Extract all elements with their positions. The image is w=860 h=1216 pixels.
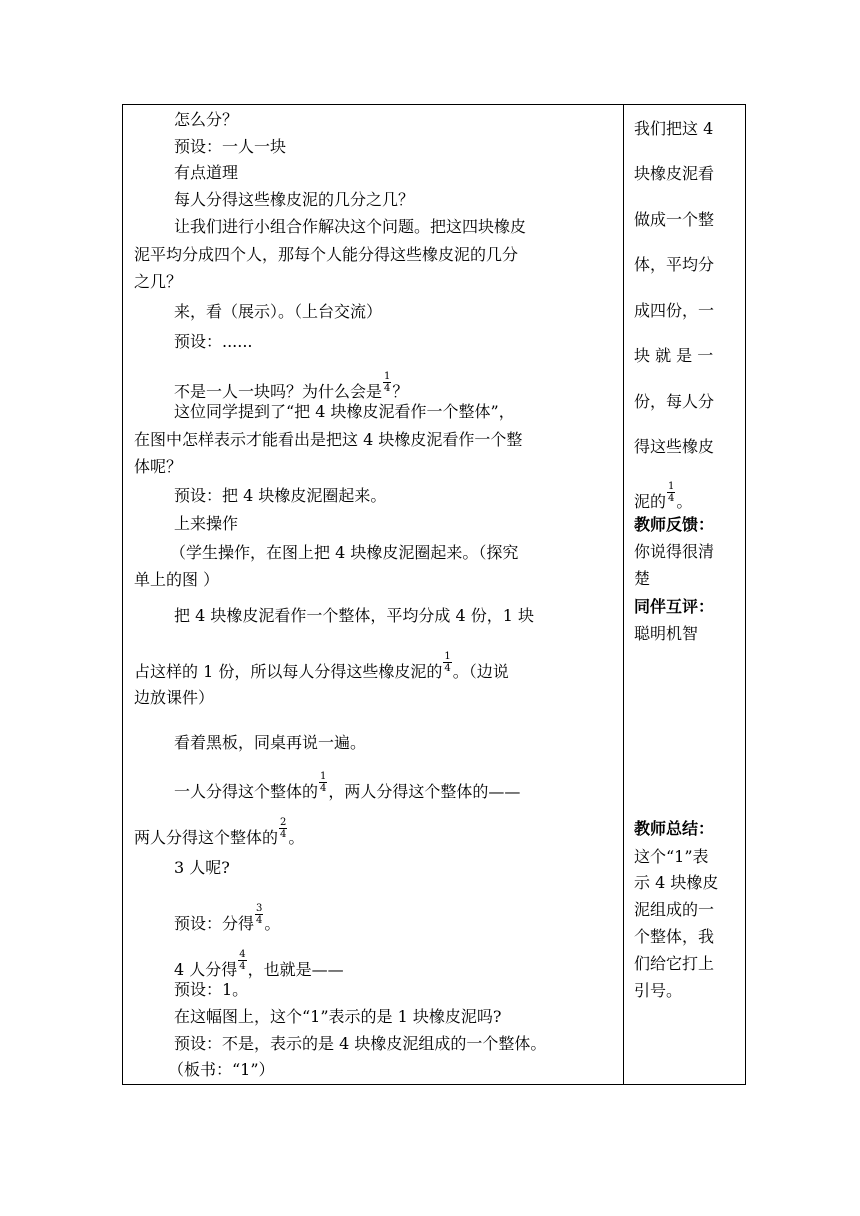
- text-line: [174, 371, 408, 403]
- text-segment: 。: [288, 828, 305, 847]
- text-segment: 4 人分得: [174, 960, 238, 979]
- text-segment: 两人分得这个整体的: [134, 828, 279, 847]
- text-line: 这位同学提到了“把 4 块橡皮泥看作一个整体”，: [174, 402, 515, 421]
- fraction-numerator: 3: [256, 903, 263, 914]
- text-segment: 泥的: [634, 492, 667, 511]
- text-line: 3 人呢?: [174, 858, 230, 877]
- text-line: （学生操作，在图上把 4 块橡皮泥圈起来。（探究: [170, 543, 519, 562]
- fraction-one-quarter: [383, 371, 391, 394]
- note-line: 个整体，我: [634, 927, 715, 946]
- text-line: 之几？: [134, 272, 183, 291]
- note-line: 示 4 块橡皮: [634, 873, 719, 892]
- text-line: 预设：不是，表示的是 4 块橡皮泥组成的一个整体。: [174, 1034, 547, 1053]
- text-line: 上来操作: [174, 514, 239, 533]
- text-line: （板书：“1”）: [168, 1060, 275, 1079]
- text-segment: 不是一人一块吗？为什么会是: [174, 382, 383, 401]
- text-segment: 一人分得这个整体的: [174, 782, 319, 801]
- fraction-one-quarter: [319, 771, 327, 794]
- text-line: 看着黑板，同桌再说一遍。: [174, 733, 367, 752]
- fraction-one-quarter: [443, 651, 451, 674]
- fraction-denominator: 4: [320, 783, 327, 794]
- main-column: [123, 105, 623, 1084]
- text-line: [134, 817, 304, 849]
- fraction-denominator: 4: [239, 961, 246, 972]
- text-segment: ，也就是——: [247, 960, 344, 979]
- fraction-numerator: 1: [444, 651, 451, 662]
- fraction-denominator: 4: [256, 915, 263, 926]
- fraction-numerator: 1: [384, 371, 391, 382]
- text-line: 泥平均分成四个人，那每个人能分得这些橡皮泥的几分: [134, 245, 519, 264]
- text-line: 预设：......: [174, 332, 253, 351]
- text-line: 预设：1。: [174, 980, 249, 999]
- fraction-denominator: 4: [444, 663, 451, 674]
- text-segment: 。: [264, 914, 281, 933]
- fraction-denominator: 4: [280, 829, 287, 840]
- text-segment: 。: [676, 492, 693, 511]
- note-line: 成四份，一: [634, 301, 715, 320]
- note-line: 得这些橡皮: [634, 437, 715, 456]
- text-line: 预设：一人一块: [174, 137, 287, 156]
- note-line: 份，每人分: [634, 392, 715, 411]
- text-line: [174, 771, 520, 803]
- note-line: 泥组成的一: [634, 900, 715, 919]
- text-line: [174, 903, 280, 935]
- fraction-two-quarters: [279, 817, 287, 840]
- text-line: 预设：把 4 块橡皮泥圈起来。: [174, 486, 387, 505]
- text-segment: ？: [392, 382, 409, 401]
- peer-review-heading: 同伴互评：: [634, 597, 715, 616]
- text-line: 有点道理: [174, 163, 239, 182]
- fraction-numerator: 2: [280, 817, 287, 828]
- fraction-numerator: 1: [668, 481, 675, 492]
- note-line: 楚: [634, 569, 651, 588]
- note-line: 做成一个整: [634, 210, 715, 229]
- note-line: 们给它打上: [634, 954, 715, 973]
- text-line: [134, 651, 509, 683]
- text-line: 让我们进行小组合作解决这个问题。把这四块橡皮: [174, 217, 527, 236]
- note-line: 聪明机智: [634, 624, 699, 643]
- notes-column: [624, 105, 746, 1084]
- text-line: [174, 949, 344, 981]
- note-line: 块橡皮泥看: [634, 164, 715, 183]
- text-line: 把 4 块橡皮泥看作一个整体，平均分成 4 份，1 块: [174, 606, 534, 625]
- fraction-denominator: 4: [384, 383, 391, 394]
- note-line: 这个“1”表: [634, 847, 709, 866]
- note-line: 引号。: [634, 981, 683, 1000]
- note-line: 体，平均分: [634, 255, 715, 274]
- text-line: 来，看（展示）。（上台交流）: [174, 302, 383, 321]
- fraction-three-quarters: [255, 903, 263, 926]
- note-line: 我们把这 4: [634, 119, 714, 138]
- text-segment: 。（边说: [452, 662, 509, 681]
- text-line: 边放课件）: [134, 688, 215, 707]
- text-line: 单上的图 ）: [134, 570, 220, 589]
- fraction-denominator: 4: [668, 493, 675, 504]
- note-line: 块 就 是 一: [634, 346, 714, 365]
- fraction-one-quarter: [667, 481, 675, 504]
- text-segment: ，两人分得这个整体的——: [328, 782, 521, 801]
- note-line: 你说得很清: [634, 542, 715, 561]
- lesson-table: [122, 104, 746, 1085]
- text-segment: 预设：分得: [174, 914, 255, 933]
- text-line: 体呢？: [134, 457, 183, 476]
- text-segment: 占这样的 1 份，所以每人分得这些橡皮泥的: [134, 662, 443, 681]
- note-line: [634, 481, 692, 513]
- teacher-summary-heading: 教师总结：: [634, 819, 715, 838]
- text-line: 每人分得这些橡皮泥的几分之几？: [174, 190, 415, 209]
- text-line: 在这幅图上，这个“1”表示的是 1 块橡皮泥吗?: [174, 1007, 502, 1026]
- fraction-numerator: 1: [320, 771, 327, 782]
- text-line: 怎么分？: [174, 110, 239, 129]
- fraction-numerator: 4: [239, 949, 246, 960]
- text-line: 在图中怎样表示才能看出是把这 4 块橡皮泥看作一个整: [134, 430, 523, 449]
- fraction-four-quarters: [238, 949, 246, 972]
- teacher-feedback-heading: 教师反馈：: [634, 515, 715, 534]
